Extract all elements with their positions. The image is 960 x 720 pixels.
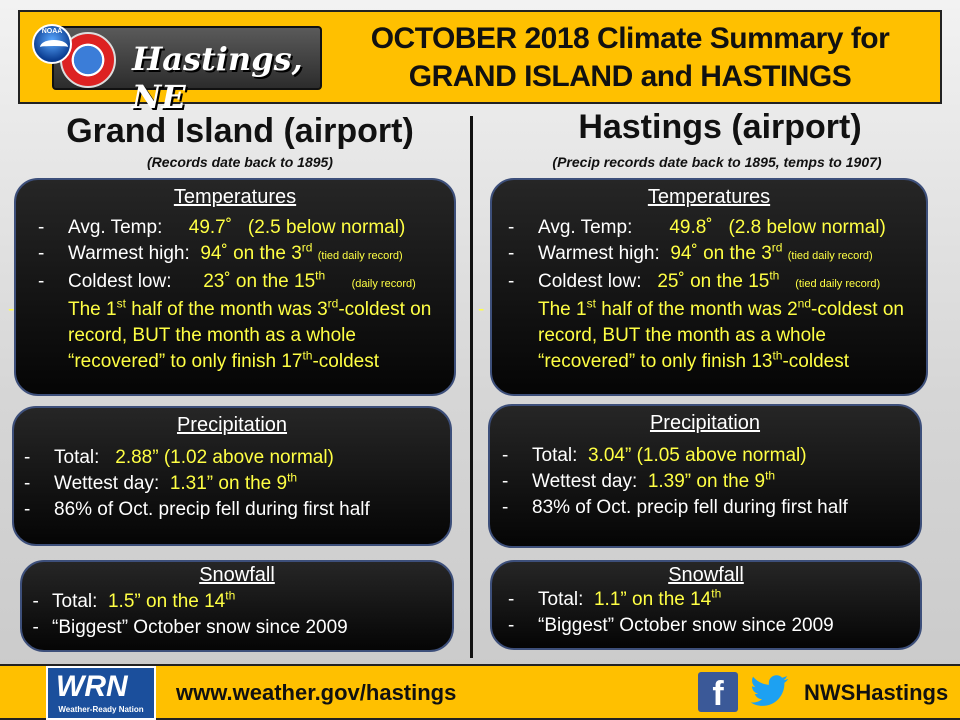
office-plate — [52, 26, 322, 116]
social-handle: NWSHastings — [804, 680, 949, 705]
list-item: - Coldest low: 25˚ on the 15th (tied daily record) — [508, 268, 881, 292]
list-item: - Avg. Temp: 49.8˚ (2.8 below normal) — [508, 217, 886, 238]
list-item: - Wettest day: 1.31” on the 9th — [24, 470, 298, 494]
right-snow-heading: Snowfall — [668, 564, 744, 586]
right-precipitation-panel — [488, 404, 922, 548]
left-temperatures-panel — [8, 178, 456, 396]
right-temps-heading: Temperatures — [647, 186, 771, 208]
footer-banner — [0, 664, 960, 720]
left-precipitation-panel — [12, 406, 452, 546]
list-item: - “Biggest” October snow since 2009 — [508, 615, 834, 636]
list-item: - Total: 3.04” (1.05 above normal) — [502, 445, 807, 466]
list-item: - Warmest high: 94˚ on the 3rd (tied daily record) — [508, 240, 873, 264]
list-item: - The 1st half of the month was 2nd-coldest on record, BUT the month as a whole “recovered” to only finish 13th-coldest — [478, 296, 904, 372]
list-item: - The 1st half of the month was 3rd-coldest on record, BUT the month as a whole “recovered” to only finish 17th-coldest — [8, 296, 432, 372]
header-banner — [18, 10, 942, 116]
left-precip-heading: Precipitation — [176, 414, 288, 436]
noaa-logo-icon — [32, 24, 72, 64]
right-temperatures-panel — [478, 178, 928, 396]
twitter-icon[interactable] — [750, 674, 790, 710]
list-item: - 83% of Oct. precip fell during first half — [502, 497, 848, 518]
list-item: - Total: 2.88” (1.02 above normal) — [24, 447, 334, 468]
left-station-subtitle: (Records date back to 1895) — [147, 154, 333, 170]
list-item: - Total: 1.5” on the 14th — [22, 588, 236, 612]
noaa-logo-label: NOAA — [41, 28, 63, 35]
list-item: - Avg. Temp: 49.7˚ (2.5 below normal) — [38, 217, 406, 238]
right-station-subtitle: (Precip records date back to 1895, temps to 1907) — [552, 154, 882, 170]
list-item: - Total: 1.1” on the 14th — [508, 586, 722, 610]
facebook-icon[interactable]: f — [698, 672, 738, 712]
office-name: Hastings, NE — [132, 40, 303, 116]
list-item: - “Biggest” October snow since 2009 — [22, 617, 348, 638]
list-item: - Coldest low: 23˚ on the 15th (daily record) — [38, 268, 416, 292]
left-station-title: Grand Island (airport) — [66, 112, 414, 150]
list-item: - Wettest day: 1.39” on the 9th — [502, 468, 776, 492]
left-snow-heading: Snowfall — [199, 564, 275, 586]
page-title — [330, 20, 930, 96]
column-divider — [470, 116, 473, 658]
title-line-1: OCTOBER 2018 Climate Summary for — [370, 22, 890, 55]
right-station-title: Hastings (airport) — [578, 108, 862, 146]
right-precip-heading: Precipitation — [649, 412, 761, 434]
left-snowfall-panel — [20, 560, 454, 652]
list-item: - Warmest high: 94˚ on the 3rd (tied daily record) — [38, 240, 403, 264]
website-link[interactable]: www.weather.gov/hastings — [176, 680, 457, 705]
title-line-2: GRAND ISLAND and HASTINGS — [408, 60, 852, 93]
weather-ready-nation-logo-icon: WRN Weather-Ready Nation — [46, 666, 156, 720]
right-snowfall-panel — [490, 560, 922, 650]
left-temps-heading: Temperatures — [173, 186, 297, 208]
list-item: - 86% of Oct. precip fell during first half — [24, 499, 370, 520]
